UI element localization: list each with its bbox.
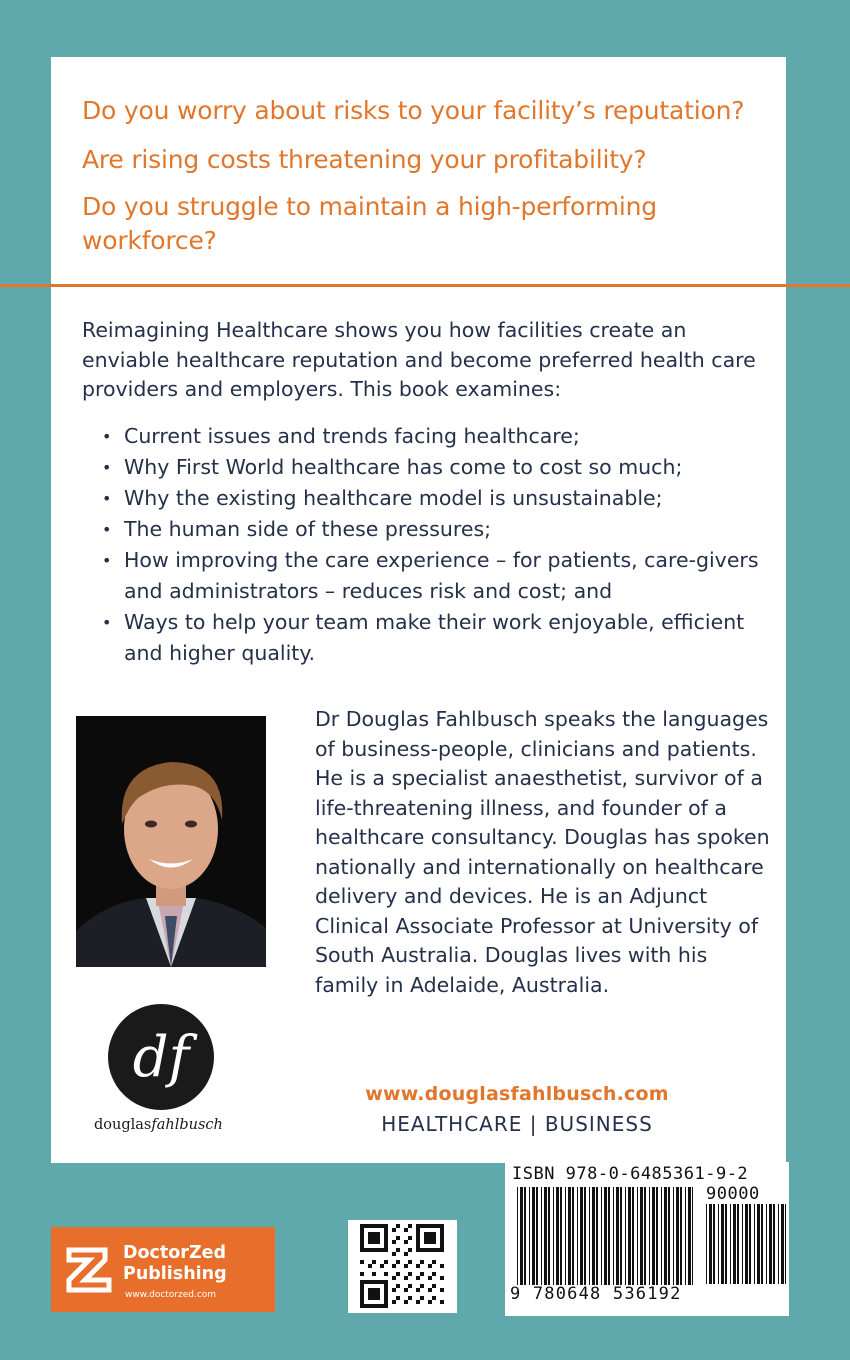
topics-list bbox=[102, 421, 782, 669]
intro-paragraph: Reimagining Healthcare shows you how facilities create an enviable healthcare reputation and become preferred health care providers and employers. This book examines: bbox=[82, 318, 756, 401]
publisher-name: DoctorZed Publishing bbox=[123, 1243, 227, 1284]
list-item: • How improving the care experience – for patients, care-givers and administrators – reduces risk and cost; and bbox=[102, 545, 782, 607]
question-reputation: Do you worry about risks to your facility’s reputation? bbox=[82, 96, 745, 125]
list-item: • The human side of these pressures; bbox=[102, 514, 782, 545]
question-workforce: Do you struggle to maintain a high-performing workforce? bbox=[82, 192, 657, 255]
svg-text:df: df bbox=[132, 1025, 190, 1090]
ean-digits: 9 780648 536192 bbox=[510, 1284, 682, 1304]
author-logo bbox=[108, 1004, 214, 1110]
tagline: HEALTHCARE | BUSINESS bbox=[381, 1112, 653, 1136]
logo-word-second: fahlbusch bbox=[151, 1117, 223, 1133]
qr-code bbox=[348, 1220, 457, 1313]
list-item: • Current issues and trends facing healthcare; bbox=[102, 421, 782, 452]
author-photo bbox=[76, 716, 266, 967]
publisher-logo bbox=[51, 1227, 275, 1312]
isbn-label: ISBN 978-0-6485361-9-2 bbox=[512, 1164, 749, 1184]
list-item: • Why the existing healthcare model is unsustainable; bbox=[102, 483, 782, 514]
logo-word-first: douglas bbox=[94, 1117, 152, 1133]
z-icon bbox=[63, 1244, 115, 1298]
addon-barcode-icon bbox=[706, 1204, 786, 1284]
publisher-url: www.doctorzed.com bbox=[125, 1290, 217, 1300]
author-bio: Dr Douglas Fahlbusch speaks the languages of business-people, clinicians and patients. He is a specialist anaesthetist, survivor of a life-threatening illness, and founder of a healthcare consultancy. Douglas has spoken nationally and internationally on healthcare delivery and devices. He is an Adjunct Clinical Associate Professor at University of South Australia. Douglas lives with his family in Adelaide, Australia. bbox=[315, 707, 770, 997]
df-monogram-icon bbox=[108, 1004, 214, 1110]
website-link[interactable]: www.douglasfahlbusch.com bbox=[365, 1083, 669, 1105]
author-portrait-illustration bbox=[76, 716, 266, 967]
qr-code-icon bbox=[348, 1220, 457, 1313]
list-item: • Why First World healthcare has come to cost so much; bbox=[102, 452, 782, 483]
divider-rule bbox=[0, 284, 850, 287]
list-item: • Ways to help your team make their work enjoyable, efficient and higher quality. bbox=[102, 607, 782, 669]
author-logo-wordmark bbox=[94, 1117, 223, 1133]
price-addon-label: 90000 bbox=[706, 1184, 760, 1204]
ean-barcode-icon bbox=[517, 1187, 693, 1285]
question-costs: Are rising costs threatening your profitability? bbox=[82, 145, 647, 174]
